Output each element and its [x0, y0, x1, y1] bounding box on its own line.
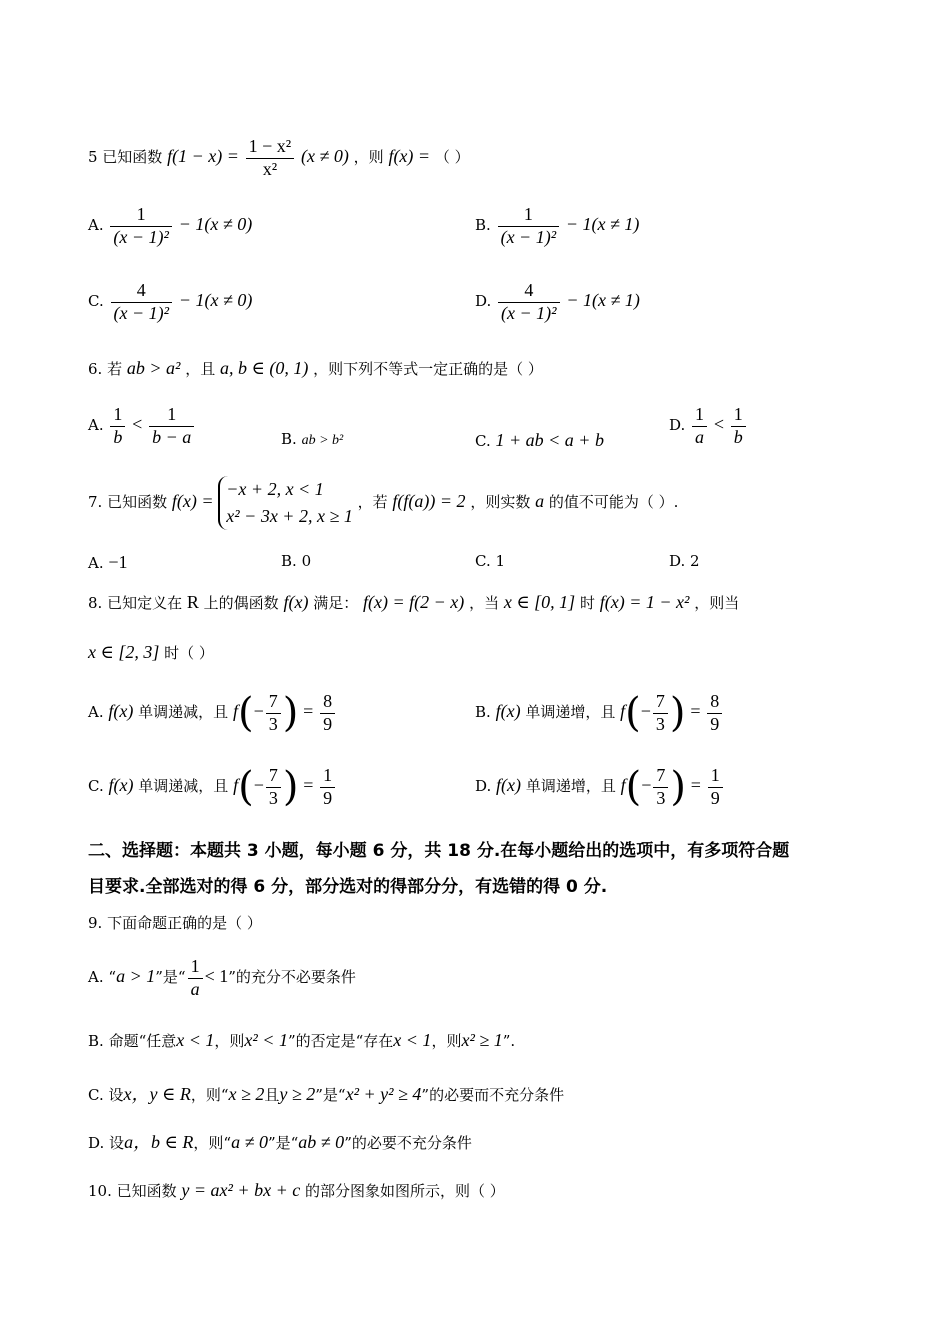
expr-2: a ≠ 0	[231, 1132, 268, 1152]
q8-intro: 8. 已知定义在	[88, 594, 183, 612]
q8-domain-1: x ∈ [0, 1]	[503, 592, 576, 612]
option-arg-fraction	[653, 765, 668, 809]
numerator: 7	[266, 691, 281, 714]
q5-condition: (x ≠ 0)	[301, 146, 349, 167]
numerator: 1	[731, 404, 746, 427]
q7-ask: 的值不可能为（ ）.	[548, 493, 679, 511]
q8-equation-2: f(x) = 1 − x²	[599, 592, 690, 612]
expr-3: ab ≠ 0	[298, 1132, 345, 1152]
expr-4: x² ≥ 1	[461, 1030, 503, 1050]
option-label: A.	[88, 416, 104, 435]
option-label: C.	[88, 1086, 104, 1104]
denominator: b − a	[152, 426, 192, 447]
text-1: 命题“任意	[108, 1032, 177, 1050]
denominator: 3	[268, 787, 278, 808]
q8-option-a: A. f(x) 单调递减，且 f(− $\frac{7}{3}$ ) = $\frac{8}{9}$	[88, 690, 337, 736]
q6-condition-1: ab > a²	[126, 358, 181, 378]
q8-domain-2: x ∈ [2, 3]	[88, 642, 160, 662]
q6-ask: ，则下列不等式一定正确的是（ ）	[313, 360, 543, 378]
q5-intro: 5 已知函数	[88, 148, 163, 167]
option-label: B.	[281, 552, 297, 570]
denominator: (x − 1)²	[113, 226, 169, 247]
q8-option-b: B. f(x) 单调递增，且 f(− $\frac{7}{3}$ ) = $\frac{8}{9}$	[475, 690, 724, 736]
text-2: ，则“	[190, 1086, 229, 1104]
option-value-fraction	[320, 691, 335, 735]
q10-intro: 10. 已知函数	[88, 1182, 177, 1200]
expr-3: x < 1	[393, 1030, 432, 1050]
text-1: 设	[108, 1086, 124, 1104]
option-monotonic: 单调递减，且	[138, 777, 229, 795]
q5-option-b	[475, 204, 639, 248]
text-4: ”是“	[315, 1086, 346, 1104]
q7-option-a	[88, 552, 128, 573]
section-2-heading-line2: 目要求.全部选对的得 6 分，部分选对的得部分分，有选错的得 0 分.	[88, 877, 608, 897]
q8-when: ，当	[469, 594, 500, 612]
option-f: f	[233, 775, 239, 795]
option-label: A.	[88, 703, 104, 721]
q6-stem	[88, 358, 543, 379]
q7-case-1: −x + 2, x < 1	[226, 479, 324, 499]
q6-and: ，且	[185, 360, 216, 378]
q8-option-c: C. f(x) 单调递减，且 f(− $\frac{7}{3}$ ) = $\frac{1}{9}$	[88, 764, 337, 810]
expr-1: a，b ∈ R	[124, 1132, 194, 1152]
option-fx: f(x)	[496, 775, 522, 795]
option-tail: − 1(x ≠ 1)	[566, 290, 640, 311]
q7-option-d	[669, 552, 700, 570]
q9-stem: 9. 下面命题正确的是（ ）	[88, 914, 262, 932]
option-fx: f(x)	[108, 701, 134, 721]
text-4: ”的必要不充分条件	[344, 1134, 472, 1152]
numerator: 7	[653, 691, 668, 714]
q5-option-c	[88, 280, 252, 324]
option-value: 2	[690, 552, 700, 570]
numerator: 1	[188, 956, 203, 979]
q7-piecewise	[218, 476, 353, 530]
option-monotonic: 单调递减，且	[138, 703, 229, 721]
q8-ask: 时（ ）	[164, 644, 214, 662]
q5-lhs: f(1 − x) =	[167, 146, 239, 167]
q7-option-c	[475, 552, 505, 570]
q5-fx: f(x) =	[388, 146, 431, 167]
numerator: 1	[708, 765, 723, 788]
option-label: B.	[281, 430, 297, 448]
section-2-heading-line1: 二、选择题：本题共 3 小题，每小题 6 分，共 18 分.在每小题给出的选项中，有多项符合题	[88, 841, 790, 861]
denominator: 9	[710, 713, 720, 734]
expr-1: a > 1	[116, 966, 156, 987]
denominator: a	[695, 426, 705, 447]
option-fraction	[111, 280, 173, 324]
option-label: A.	[88, 216, 104, 235]
option-value-fraction	[708, 765, 723, 809]
text-3: ”的否定是“存在	[287, 1032, 394, 1050]
numerator: 1	[110, 204, 172, 227]
text-2: ，则	[214, 1032, 245, 1050]
q5-denominator: x²	[262, 158, 278, 179]
q7-intro: 7. 已知函数	[88, 493, 168, 511]
fraction-2	[149, 404, 194, 448]
option-label: D.	[669, 552, 686, 570]
q5-numerator: 1 − x²	[246, 136, 295, 159]
numerator: 1	[692, 404, 707, 427]
q9-option-d	[88, 1128, 472, 1154]
numerator: 4	[498, 280, 560, 303]
numerator: 7	[653, 765, 668, 788]
option-label: A.	[88, 968, 104, 987]
fraction-1	[692, 404, 707, 448]
q10-expression: y = ax² + bx + c	[181, 1180, 301, 1200]
q9-option-b	[88, 1030, 515, 1051]
q8-then-when: ，则当	[694, 594, 740, 612]
q7-if: ，若	[357, 493, 388, 511]
option-tail: − 1(x ≠ 0)	[178, 214, 253, 235]
option-monotonic: 单调递增，且	[525, 703, 616, 721]
numerator: 7	[266, 765, 281, 788]
q8-fx: f(x)	[283, 592, 309, 612]
denominator: 9	[323, 713, 333, 734]
expr-fraction	[188, 956, 203, 1000]
q8-equation-1: f(x) = f(2 − x)	[363, 592, 465, 612]
option-label: B.	[88, 1032, 104, 1050]
option-label: C.	[88, 777, 104, 795]
denominator: (x − 1)²	[113, 302, 170, 323]
text-3: 且	[264, 1086, 280, 1104]
operator: <	[713, 414, 724, 435]
q5-fraction	[246, 136, 295, 180]
denominator: 3	[655, 713, 665, 734]
denominator: 9	[710, 787, 720, 808]
option-expression: ab > b²	[301, 433, 344, 448]
option-expression: 1 + ab < a + b	[495, 430, 604, 450]
option-arg-fraction	[653, 691, 668, 735]
fraction-1	[110, 404, 125, 448]
option-f: f	[620, 775, 626, 795]
numerator: 8	[707, 691, 722, 714]
expr-3: y ≥ 2	[279, 1084, 316, 1104]
numerator: 1	[498, 204, 560, 227]
q7-stem	[88, 476, 678, 530]
q6-option-d	[669, 404, 748, 448]
option-value: 0	[301, 552, 312, 570]
operator: <	[132, 414, 143, 435]
expr-1: x，y ∈ R	[123, 1084, 191, 1104]
q5-blank: （ ）	[434, 148, 470, 167]
denominator: b	[733, 426, 743, 447]
expr-1: x < 1	[176, 1030, 215, 1050]
option-fraction	[498, 280, 560, 324]
q7-then: ，则实数	[470, 493, 531, 511]
option-fraction	[110, 204, 172, 248]
q8-stem-line1	[88, 592, 739, 613]
option-value-fraction	[707, 691, 722, 735]
q5-stem	[88, 136, 470, 180]
option-fx: f(x)	[495, 701, 521, 721]
q9-option-a	[88, 956, 356, 1000]
option-value-fraction	[320, 765, 335, 809]
numerator: 8	[320, 691, 335, 714]
q7-variable: a	[535, 491, 545, 511]
q6-option-a	[88, 404, 196, 448]
expr-2: x² < 1	[244, 1030, 288, 1050]
denominator: a	[190, 978, 200, 999]
text-2: ，则“	[193, 1134, 232, 1152]
denominator: 3	[268, 713, 278, 734]
q5-option-d	[475, 280, 640, 324]
option-label: C.	[475, 432, 491, 450]
option-f: f	[620, 701, 626, 721]
q8-option-d: D. f(x) 单调递增，且 f(− $\frac{7}{3}$ ) = $\frac{1}{9}$	[475, 764, 725, 810]
is-text: ”是“	[155, 968, 186, 987]
denominator: b	[113, 426, 123, 447]
q5-then: ，则	[353, 148, 384, 167]
q6-option-c	[475, 430, 604, 451]
option-arg-fraction	[266, 765, 281, 809]
quote-open: “	[108, 968, 117, 987]
option-label: D.	[475, 777, 492, 795]
q8-satisfies: 满足：	[313, 594, 359, 612]
text-5: ”.	[502, 1032, 516, 1050]
q7-lhs: f(x) =	[171, 491, 214, 511]
option-label: C.	[475, 552, 491, 570]
option-label: D.	[475, 292, 492, 311]
numerator: 4	[111, 280, 173, 303]
option-label: B.	[475, 703, 491, 721]
q8-at: 时	[579, 594, 595, 612]
q5-option-a	[88, 204, 252, 248]
q6-option-b	[281, 430, 343, 449]
option-label: B.	[475, 216, 491, 235]
expr-4: x² + y² ≥ 4	[345, 1084, 422, 1104]
q10-ask: 的部分图象如图所示，则（ ）	[304, 1182, 505, 1200]
q8-stem-line2	[88, 642, 214, 663]
option-fraction	[498, 204, 560, 248]
option-arg-fraction	[266, 691, 281, 735]
q7-condition: f(f(a)) = 2	[392, 491, 466, 511]
text-3: ”是“	[267, 1134, 299, 1152]
text-1: 设	[109, 1134, 125, 1152]
q7-case-2: x² − 3x + 2, x ≥ 1	[226, 506, 353, 526]
expr-2: x ≥ 2	[228, 1084, 265, 1104]
option-value: −1	[108, 552, 128, 572]
fraction-2	[731, 404, 746, 448]
q10-stem	[88, 1180, 505, 1201]
q6-condition-2: a, b ∈ (0, 1)	[220, 358, 309, 378]
numerator: 1	[110, 404, 125, 427]
option-label: C.	[88, 292, 104, 311]
q8-reals: R	[186, 592, 199, 612]
denominator: 9	[323, 787, 333, 808]
q6-intro: 6. 若	[88, 360, 123, 378]
text-5: ”的必要而不充分条件	[421, 1086, 565, 1104]
q8-even-fn: 上的偶函数	[203, 594, 279, 612]
option-monotonic: 单调递增，且	[525, 777, 616, 795]
option-tail: − 1(x ≠ 1)	[565, 214, 640, 235]
option-tail: − 1(x ≠ 0)	[178, 290, 253, 311]
expr-rest: < 1	[204, 966, 229, 987]
option-f: f	[232, 701, 238, 721]
option-value: 1	[495, 552, 506, 570]
numerator: 1	[149, 404, 194, 427]
numerator: 1	[320, 765, 335, 788]
denominator: 3	[656, 787, 666, 808]
q7-option-b	[281, 552, 311, 570]
option-label: D.	[88, 1134, 105, 1152]
option-label: A.	[88, 554, 104, 572]
q9-option-c	[88, 1080, 564, 1106]
option-label: D.	[669, 416, 686, 435]
text-4: ，则	[431, 1032, 462, 1050]
denominator: (x − 1)²	[501, 302, 557, 323]
option-tail: ”的充分不必要条件	[228, 968, 356, 987]
option-fx: f(x)	[108, 775, 134, 795]
denominator: (x − 1)²	[500, 226, 557, 247]
